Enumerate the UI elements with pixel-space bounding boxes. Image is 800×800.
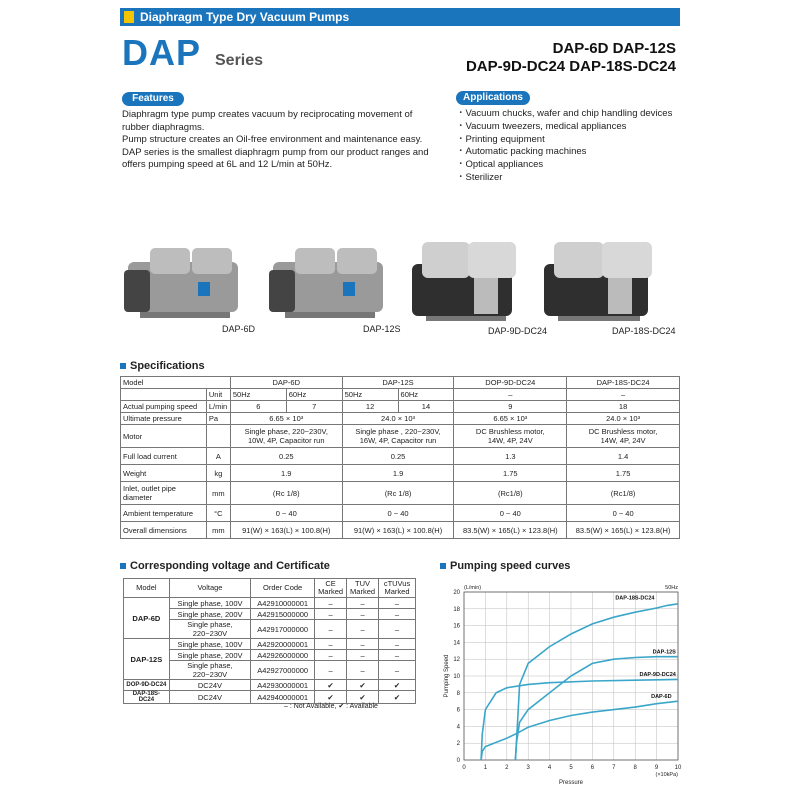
section-marker-icon	[120, 563, 126, 569]
table-row: Unit 50Hz 60Hz 50Hz 60Hz – –	[121, 389, 680, 401]
table-row: Actual pumping speed L/min 6 7 12 14 9 18	[121, 401, 680, 413]
y-unit-label: (L/min)	[464, 585, 482, 591]
y-tick-label: 18	[453, 606, 460, 613]
pump-image-dap-6d	[120, 242, 250, 324]
availability-legend: – : Not Available, ✔ : Available	[284, 703, 378, 710]
x-tick-label: 8	[633, 765, 637, 771]
models-line-2: DAP-9D-DC24 DAP-18S-DC24	[465, 58, 676, 75]
section-marker-icon	[120, 363, 126, 369]
spec-section-title: Specifications	[120, 360, 205, 372]
pump-image-dap-9d-dc24	[408, 234, 533, 326]
series-label: DAP-12S	[652, 649, 676, 656]
table-row: Single phase, 200V A42915000000 – – –	[124, 609, 416, 620]
header-bar	[120, 8, 680, 26]
series-word: Series	[215, 52, 264, 69]
series-label: DAP-6D	[651, 693, 672, 700]
y-tick-label: 14	[453, 640, 460, 647]
x-tick-label: 4	[547, 765, 552, 771]
table-row: Single phase, 220~230V A42917000000 – – –	[124, 620, 416, 639]
x-tick-label: 5	[569, 765, 573, 771]
table-row: Overall dimensions mm 91(W) × 163(L) × 100.8(H) 91(W) × 163(L) × 100.8(H) 83.5(W) × 165(L) × 123.8(H) 83.5(W) × 165(L) × 123.8(H)	[121, 522, 680, 539]
spec-table	[120, 376, 680, 539]
table-row: Model DAP-6D DAP-12S DOP-9D-DC24 DAP-18S-DC24	[121, 377, 680, 389]
application-item: ・Automatic packing machines	[456, 146, 587, 158]
y-tick-label: 10	[453, 674, 460, 680]
table-row: Model Voltage Order Code CE Marked TUV Marked cTUVus Marked	[124, 579, 416, 598]
application-item: ・Vacuum chucks, wafer and chip handling devices	[456, 108, 673, 119]
features-line: Diaphragm type pump creates vacuum by reciprocating movement of	[122, 109, 413, 120]
application-item: ・Vacuum tweezers, medical appliances	[456, 120, 627, 132]
y-tick-label: 2	[456, 741, 460, 748]
x-tick-label: 9	[654, 765, 659, 771]
pumping-speed-chart	[438, 580, 688, 800]
x-axis-label: Pressure	[558, 780, 584, 786]
header-marker-icon	[124, 11, 134, 23]
features-label: Features	[122, 92, 184, 106]
applications-list	[456, 108, 681, 185]
features-line: rubber diaphragms.	[122, 121, 205, 133]
series-line	[481, 701, 678, 760]
x-tick-label: 6	[590, 765, 595, 771]
table-row: Motor Single phase, 220~230V, 10W, 4P, Capacitor run Single phase , 220~230V, 16W, 4P, Capacitor run DC Brushless motor, 14W, 4P, 24V DC Brushless motor, 14W, 4P, 24V	[121, 425, 680, 448]
table-row: Full load current A 0.25 0.25 1.3 1.4	[121, 448, 680, 465]
voltage-table	[123, 578, 416, 704]
y-axis-label: Pumping Speed	[444, 654, 450, 698]
series-line	[481, 679, 678, 760]
table-row: Ambient temperature °C 0 ~ 40 0 ~ 40 0 ~ 40 0 ~ 40	[121, 505, 680, 522]
header-bar-title: Diaphragm Type Dry Vacuum Pumps	[140, 10, 350, 24]
table-row: DOP-9D-DC24 DC24V A42930000001 ✔ ✔ ✔	[124, 680, 416, 691]
pump-image-dap-18s-dc24	[540, 234, 670, 326]
x-tick-label: 2	[505, 765, 509, 771]
models-line-1: DAP-6D DAP-12S	[552, 40, 676, 57]
table-row: Single phase, 200V A42926000000 – – –	[124, 650, 416, 661]
y-tick-label: 16	[453, 623, 460, 630]
brand-title: DAP	[122, 32, 202, 73]
y-tick-label: 8	[456, 690, 460, 697]
application-item: ・Optical appliances	[456, 159, 544, 171]
application-item: ・Printing equipment	[456, 133, 545, 145]
table-row: Ultimate pressure Pa 6.65 × 10³ 24.0 × 10³ 6.65 × 10³ 24.0 × 10³	[121, 413, 680, 425]
table-row: DAP-12S Single phase, 100V A42920000001 – – –	[124, 639, 416, 650]
product-label: DAP-18S-DC24	[612, 326, 676, 336]
product-label: DAP-12S	[363, 324, 401, 334]
features-line: DAP series is the smallest diaphragm pump from our product ranges and	[122, 146, 429, 158]
section-marker-icon	[440, 563, 446, 569]
table-row: Weight kg 1.9 1.9 1.75 1.75	[121, 465, 680, 482]
x-unit-label: (×10kPa)	[655, 772, 678, 778]
features-line: Pump structure creates an Oil-free environment and maintenance easy.	[122, 134, 423, 145]
applications-label: Applications	[456, 91, 530, 105]
table-row: DAP-18S-DC24 DC24V A42940000001 ✔ ✔ ✔	[124, 691, 416, 704]
product-label: DAP-6D	[222, 324, 256, 334]
application-item: ・Sterilizer	[456, 171, 503, 183]
x-tick-label: 1	[483, 765, 488, 771]
x-tick-label: 3	[526, 765, 530, 771]
pump-image-dap-12s	[265, 242, 395, 324]
table-row: Inlet, outlet pipe diameter mm (Rc 1/8) (Rc 1/8) (Rc1/8) (Rc1/8)	[121, 482, 680, 505]
x-tick-label: 10	[674, 765, 682, 771]
voltage-section-title: Corresponding voltage and Certificate	[120, 560, 330, 572]
series-line	[515, 604, 678, 760]
series-label: DAP-18S-DC24	[615, 595, 655, 602]
table-row: DAP-6D Single phase, 100V A42910000001 – – –	[124, 598, 416, 609]
series-label: DAP-9D-DC24	[639, 672, 676, 678]
y-tick-label: 12	[453, 657, 460, 664]
x-tick-label: 7	[612, 765, 616, 771]
product-label: DAP-9D-DC24	[488, 326, 548, 336]
chart-section-title: Pumping speed curves	[440, 560, 570, 572]
y-tick-label: 4	[456, 724, 460, 731]
frequency-label: 50Hz	[665, 585, 678, 591]
y-tick-label: 6	[456, 707, 460, 714]
x-tick-label: 0	[462, 765, 466, 771]
table-row: Single phase, 220~230V A42927000000 – – –	[124, 661, 416, 680]
features-line: offers pumping speed at 6L and 12 L/min at 50Hz.	[122, 159, 333, 170]
y-tick-label: 0	[456, 758, 460, 764]
y-tick-label: 20	[453, 590, 460, 596]
features-text	[122, 109, 442, 172]
